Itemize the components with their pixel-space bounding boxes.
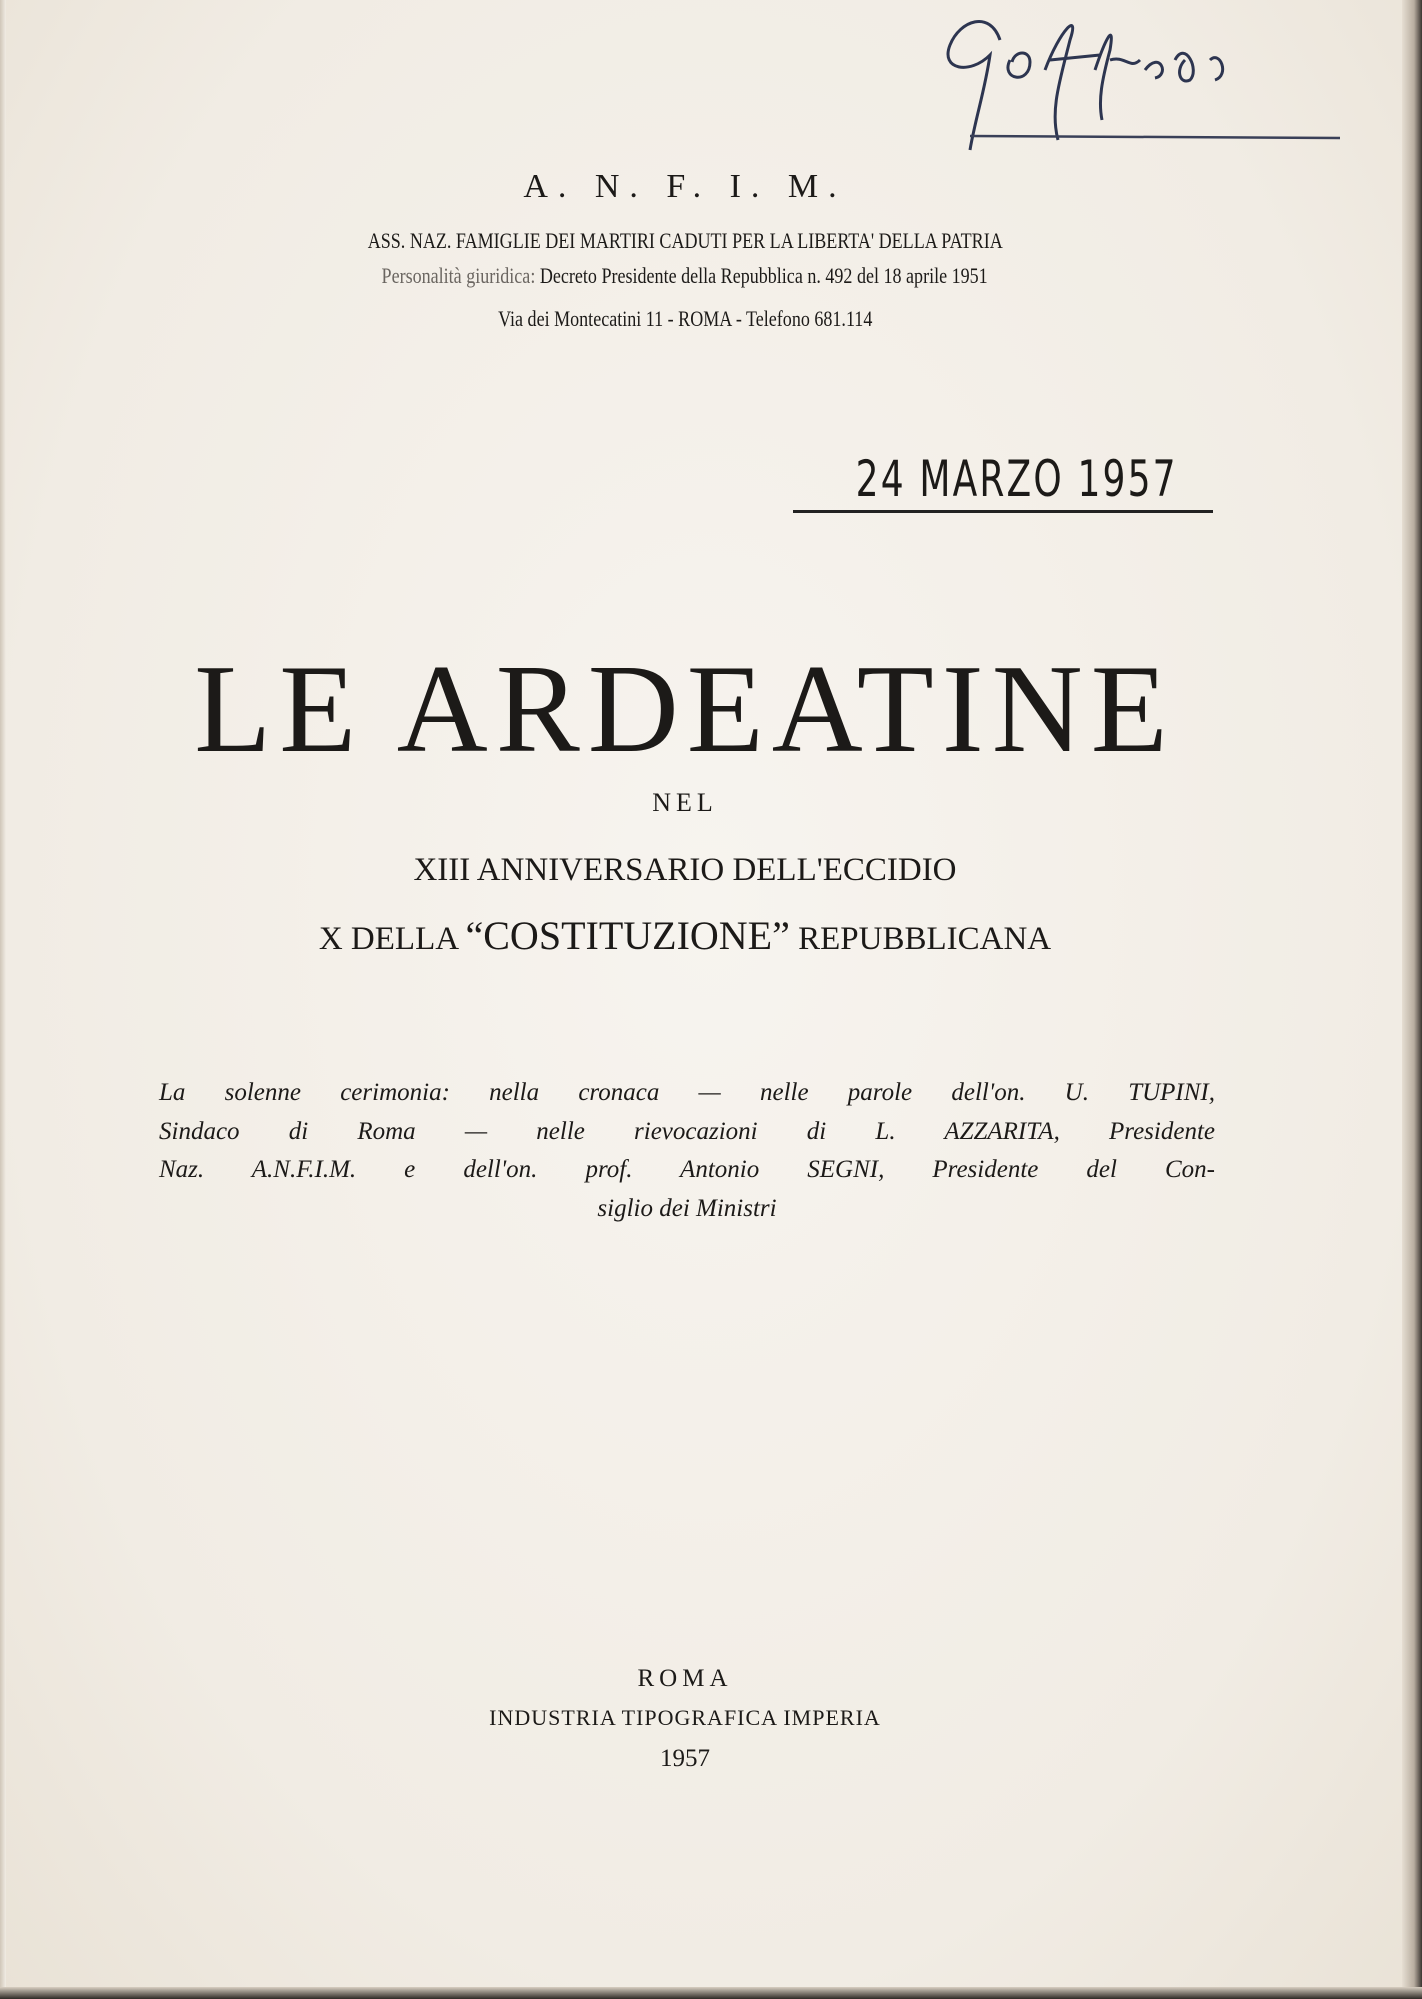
association-name — [0, 228, 1370, 254]
description-line: Naz. A.N.F.I.M. e dell'on. prof. Antonio SEGNI, Presidente del Con- — [159, 1156, 1215, 1183]
event-date — [793, 450, 1213, 513]
subtitle-constitution-pre: X DELLA — [318, 921, 458, 957]
description-line: La solenne cerimonia: nella cronaca — nelle parole dell'on. U. TUPINI, — [159, 1079, 1215, 1106]
description-line: siglio dei Ministri — [597, 1194, 777, 1222]
address — [0, 306, 1370, 332]
description-line: Sindaco di Roma — nelle rievocazioni di L. AZZARITA, Presidente — [159, 1117, 1215, 1145]
address-text: Via dei Montecatini 11 - ROMA - Telefono 681.114 — [497, 306, 873, 331]
legal-status-text: Decreto Presidente della Repubblica n. 492 del 18 aprile 1951 — [540, 263, 989, 288]
description-paragraph — [159, 1074, 1215, 1228]
legal-status — [0, 263, 1370, 289]
association-name-text: ASS. NAZ. FAMIGLIE DEI MARTIRI CADUTI PER LA LIBERTA' DELLA PATRIA — [367, 228, 1003, 253]
imprint-year: 1957 — [660, 1745, 710, 1772]
legal-status-label: Personalità giuridica: — [381, 263, 536, 288]
subtitle-constitution — [178, 912, 1192, 959]
imprint-city: ROMA — [637, 1665, 733, 1692]
subtitle-constitution-post: REPUBBLICANA — [798, 921, 1052, 957]
handwritten-signature — [930, 0, 1350, 160]
subtitle-constitution-quoted: “COSTITUZIONE” — [465, 913, 790, 958]
page-edge-left — [0, 0, 6, 1999]
page-edge-bottom — [0, 1987, 1422, 1999]
page-edge-right — [1402, 0, 1422, 1999]
organization-acronym: A. N. F. I. M. — [523, 168, 847, 205]
main-title: LE ARDEATINE — [194, 640, 1176, 779]
event-date-text: 24 MARZO 1957 — [855, 450, 1178, 508]
imprint-publisher: INDUSTRIA TIPOGRAFICA IMPERIA — [489, 1705, 881, 1730]
subtitle-nel: NEL — [652, 788, 718, 817]
subtitle-anniversary: XIII ANNIVERSARIO DELL'ECCIDIO — [413, 852, 957, 888]
